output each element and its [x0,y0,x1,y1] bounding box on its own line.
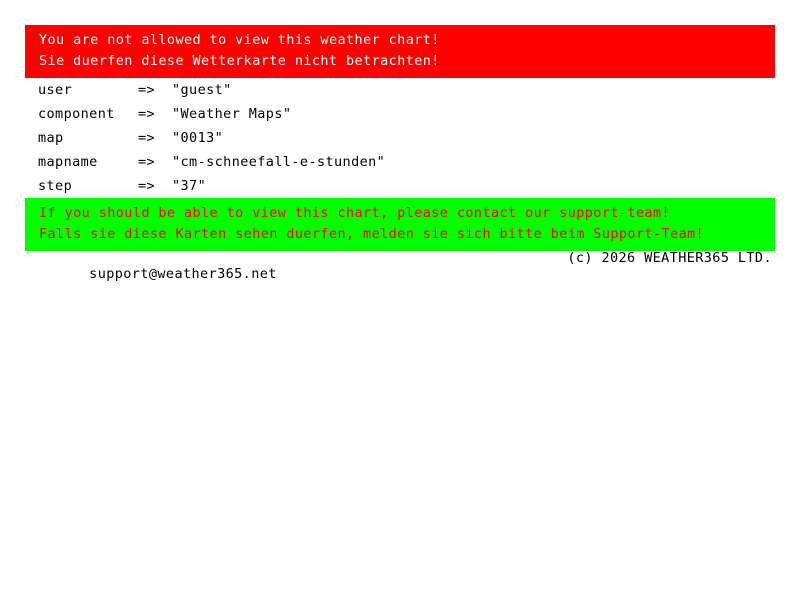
param-arrow: => [138,178,156,194]
param-arrow: => [138,154,156,170]
info-banner-line-de: Falls sie diese Karten sehen duerfen, melden sie sich bitte beim Support-Team! [39,226,705,242]
param-value: "guest" [172,82,232,98]
error-banner-line-en: You are not allowed to view this weather chart! [39,32,440,48]
info-banner-line-en: If you should be able to view this chart, please contact our support-team! [39,205,671,221]
error-banner-line-de: Sie duerfen diese Wetterkarte nicht betrachten! [39,53,440,69]
support-email-link[interactable] [38,250,277,298]
param-value: "0013" [172,130,224,146]
param-arrow: => [138,106,156,122]
footer [38,250,772,298]
table-row [38,152,385,176]
param-key: component [38,106,115,122]
table-row [38,176,385,200]
param-value: "cm-schneefall-e-stunden" [172,154,386,170]
support-email-anchor[interactable]: support@weather365.net [89,266,277,282]
info-banner [25,198,775,251]
parameter-table [38,80,385,200]
table-row [38,128,385,152]
table-row [38,80,385,104]
param-key: user [38,82,73,98]
table-row [38,104,385,128]
param-key: map [38,130,64,146]
param-arrow: => [138,82,156,98]
param-value: "37" [172,178,207,194]
param-key: mapname [38,154,98,170]
error-banner [25,25,775,78]
param-value: "Weather Maps" [172,106,292,122]
param-arrow: => [138,130,156,146]
param-key: step [38,178,73,194]
copyright-text: (c) 2026 WEATHER365 LTD. [567,250,772,266]
